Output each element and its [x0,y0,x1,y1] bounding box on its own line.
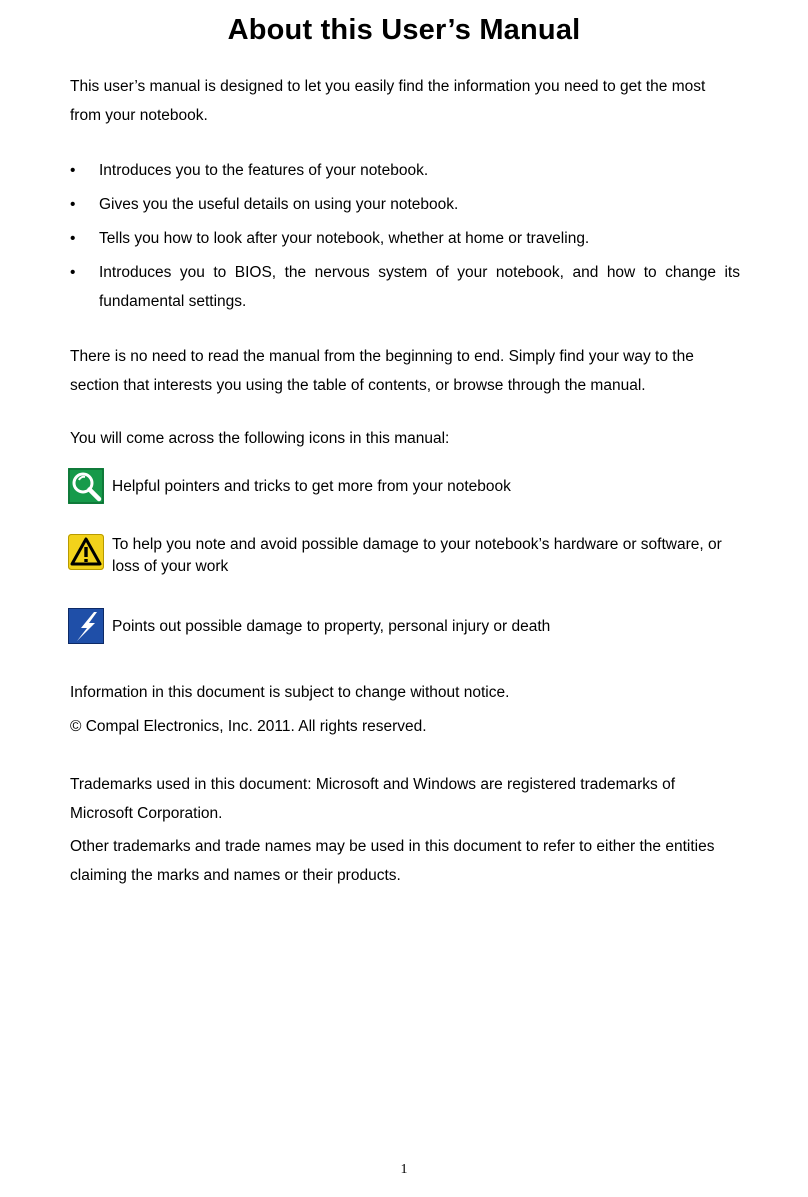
feature-list [70,156,740,321]
navigation-paragraph: There is no need to read the manual from the beginning to end. Simply find your way to the section that interests you using the table of contents, or browse through the manual. [70,348,694,394]
list-item [70,258,740,316]
bullet-icon: • [70,196,76,213]
list-item [70,224,740,253]
list-item [70,190,740,219]
icons-intro: You will come across the following icons in this manual: [70,430,450,447]
caution-description: To help you note and avoid possible damage to your notebook’s hardware or software, or loss of your work [112,536,722,575]
intro-paragraph: This user’s manual is designed to let you easily find the information you need to get the most from your notebook. [70,78,706,124]
page-number: 1 [400,1162,408,1177]
list-item [70,156,740,185]
magnifier-tip-icon [68,468,104,504]
list-item-text: Tells you how to look after your notebook, whether at home or traveling. [99,230,590,247]
list-item-text: Introduces you to the features of your notebook. [99,162,429,179]
bullet-icon: • [70,230,76,247]
copyright-text: © Compal Electronics, Inc. 2011. All rights reserved. [70,718,427,735]
bullet-icon: • [70,162,76,179]
caution-triangle-icon [68,534,104,570]
list-item-text: Gives you the useful details on using your notebook. [99,196,459,213]
tip-description: Helpful pointers and tricks to get more from your notebook [112,478,511,495]
other-trademarks-text: Other trademarks and trade names may be used in this document to refer to either the entities claiming the marks and names or their products. [70,838,715,884]
notice-text: Information in this document is subject to change without notice. [70,684,510,701]
page-title: About this User’s Manual [227,14,581,46]
trademarks-text: Trademarks used in this document: Microsoft and Windows are registered trademarks of Microsoft Corporation. [70,776,676,822]
warning-description: Points out possible damage to property, personal injury or death [112,618,551,635]
list-item-text: Introduces you to BIOS, the nervous system of your notebook, and how to change its fundamental settings. [99,264,740,310]
bullet-icon: • [70,264,76,281]
lightning-warning-icon [68,608,104,644]
